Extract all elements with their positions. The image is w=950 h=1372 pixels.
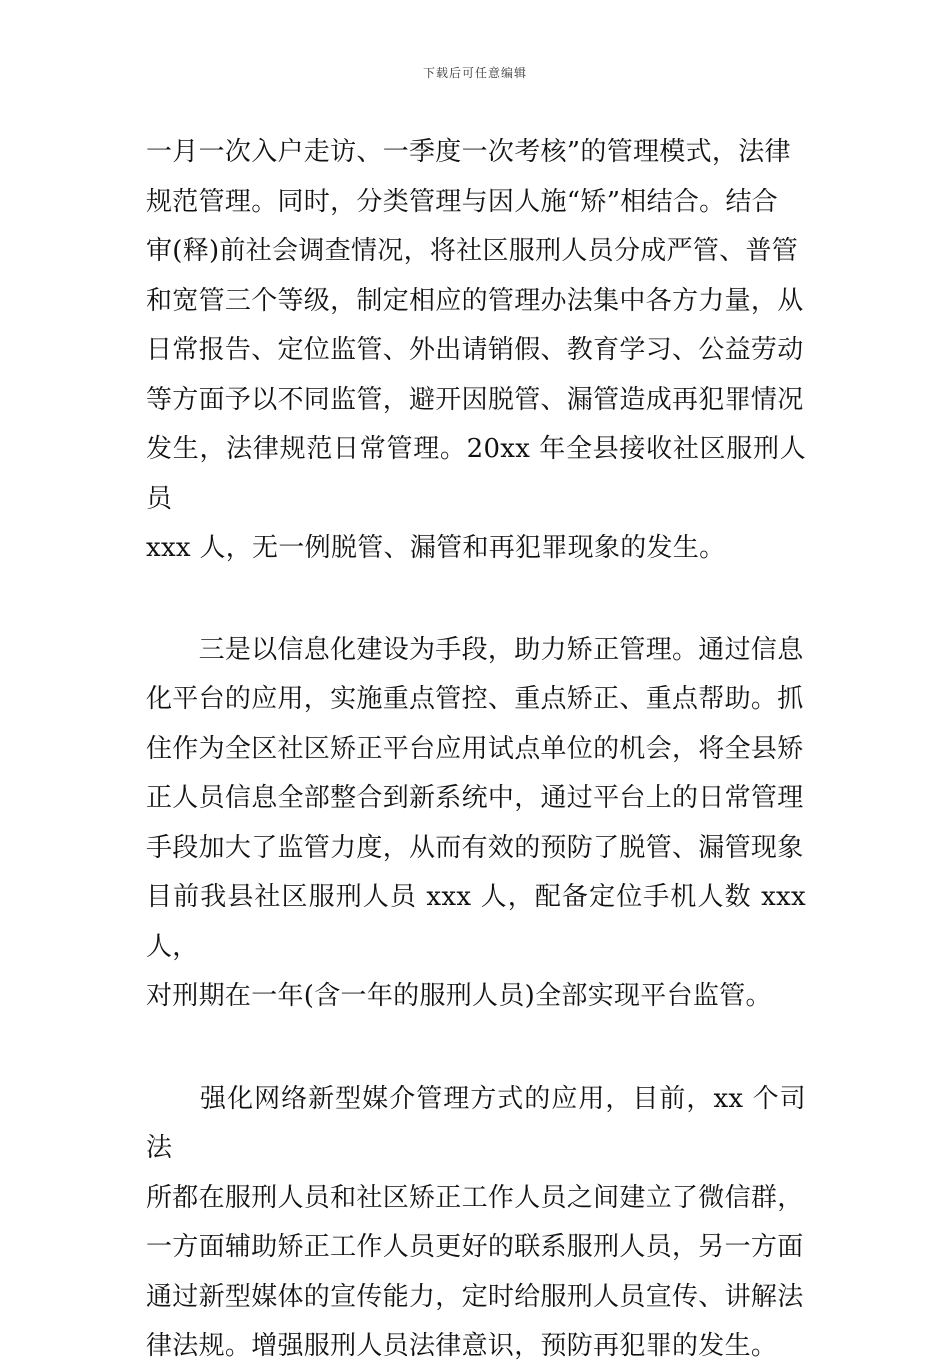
page-header: 下载后可任意编辑 — [422, 66, 527, 80]
paragraph-management-mode: 一月一次入户走访、一季度一次考核”的管理模式，法律 规范管理。同时，分类管理与因人施“矫”相结合。结合 审(释)前社会调查情况，将社区服刑人员分成严管、普管 和宽管三个等级，制定相应的管理办法集中各方力量，从 日常报告、定位监管、外出请销假、教育学习、公益劳动 等方面予以不同监管，避开因脱管、漏管造成再犯罪情况 发生，法律规范日常管理。20xx 年全县接收社区服刑人员 xxx 人，无一例脱管、漏管和再犯罪现象的发生。 — [146, 137, 806, 563]
paragraph-new-media: 强化网络新型媒介管理方式的应用，目前，xx 个司法 所都在服刑人员和社区矫正工作人员之间建立了微信群， 一方面辅助矫正工作人员更好的联系服刑人员，另一方面 通过新型媒体的宣传能力，定时给服刑人员宣传、讲解法 律法规。增强服刑人员法律意识，预防再犯罪的发生。 — [146, 1083, 806, 1361]
paragraph-informatization: 三是以信息化建设为手段，助力矫正管理。通过信息 化平台的应用，实施重点管控、重点矫正、重点帮助。抓 住作为全区社区矫正平台应用试点单位的机会，将全县矫 正人员信息全部整合到新系统中，通过平台上的日常管理 手段加大了监管力度，从而有效的预防了脱管、漏管现象 目前我县社区服刑人员 xxx 人，配备定位手机人数 xxx 人， 对刑期在一年(含一年的服刑人员)全部实现平台监管。 — [146, 634, 806, 1011]
document-body — [146, 128, 806, 1372]
